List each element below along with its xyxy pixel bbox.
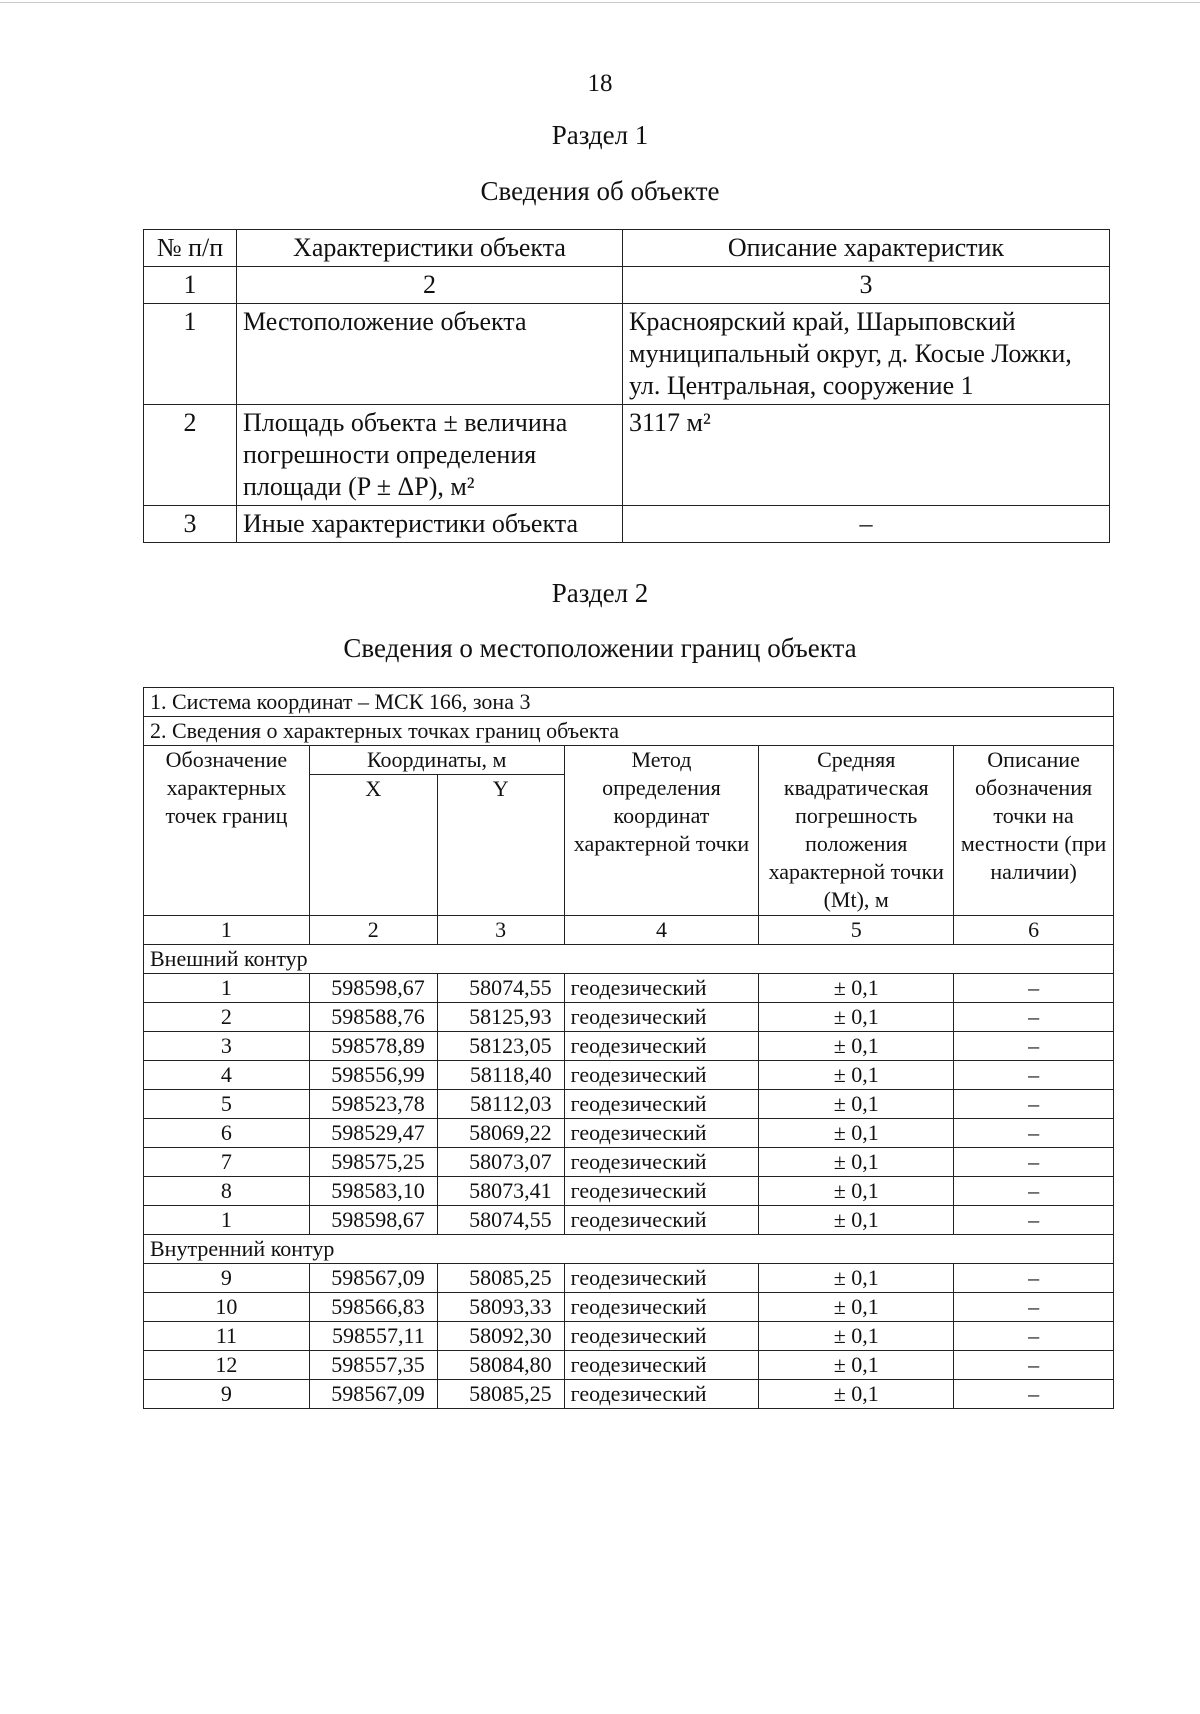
point-label: 1 (144, 1206, 310, 1235)
boundary-points-table (143, 687, 1114, 1409)
method: геодезический (564, 1119, 759, 1148)
table-row (144, 1119, 1114, 1148)
method: геодезический (564, 1264, 759, 1293)
outer-contour-rows (144, 974, 1114, 1235)
point-label: 3 (144, 1032, 310, 1061)
method: геодезический (564, 1090, 759, 1119)
row-number: 2 (144, 405, 237, 506)
top-rule (0, 2, 1200, 3)
table-row (144, 1090, 1114, 1119)
header-description: Описание обозначения точки на местности (при наличии) (954, 746, 1114, 916)
column-number: 4 (564, 916, 759, 945)
header-error: Средняя квадратическая погрешность положения характерной точки (Mt), м (759, 746, 954, 916)
error-value: ± 0,1 (759, 1032, 954, 1061)
page-number: 18 (587, 70, 613, 97)
column-number: 1 (144, 267, 237, 304)
header-coordinates: Координаты, м (309, 746, 564, 775)
point-description: – (954, 1322, 1114, 1351)
column-number: 3 (437, 916, 564, 945)
point-label: 6 (144, 1119, 310, 1148)
error-value: ± 0,1 (759, 1264, 954, 1293)
row-value: 3117 м² (623, 405, 1110, 506)
inner-contour-rows (144, 1264, 1114, 1409)
x-coordinate: 598557,35 (309, 1351, 437, 1380)
coordinate-system-row: 1. Система координат – МСК 166, зона 3 (144, 688, 1114, 717)
y-coordinate: 58084,80 (437, 1351, 564, 1380)
y-coordinate: 58123,05 (437, 1032, 564, 1061)
method: геодезический (564, 1322, 759, 1351)
x-coordinate: 598566,83 (309, 1293, 437, 1322)
table-row (144, 1380, 1114, 1409)
table-row (144, 1032, 1114, 1061)
error-value: ± 0,1 (759, 974, 954, 1003)
point-label: 1 (144, 974, 310, 1003)
x-coordinate: 598523,78 (309, 1090, 437, 1119)
method: геодезический (564, 1148, 759, 1177)
x-coordinate: 598578,89 (309, 1032, 437, 1061)
column-number: 2 (309, 916, 437, 945)
method: геодезический (564, 1061, 759, 1090)
point-description: – (954, 1148, 1114, 1177)
x-coordinate: 598598,67 (309, 974, 437, 1003)
table-row (144, 1322, 1114, 1351)
table-row (144, 1293, 1114, 1322)
point-label: 9 (144, 1264, 310, 1293)
x-coordinate: 598598,67 (309, 1206, 437, 1235)
method: геодезический (564, 1206, 759, 1235)
outer-contour-label: Внешний контур (144, 945, 1114, 974)
point-description: – (954, 974, 1114, 1003)
column-number: 6 (954, 916, 1114, 945)
column-number: 3 (623, 267, 1110, 304)
method: геодезический (564, 1380, 759, 1409)
column-number: 5 (759, 916, 954, 945)
y-coordinate: 58112,03 (437, 1090, 564, 1119)
x-coordinate: 598588,76 (309, 1003, 437, 1032)
table-row (144, 974, 1114, 1003)
method: геодезический (564, 1032, 759, 1061)
y-coordinate: 58069,22 (437, 1119, 564, 1148)
table-header-row (144, 746, 1114, 775)
row-value: – (623, 506, 1110, 543)
y-coordinate: 58092,30 (437, 1322, 564, 1351)
y-coordinate: 58073,41 (437, 1177, 564, 1206)
y-coordinate: 58118,40 (437, 1061, 564, 1090)
x-coordinate: 598583,10 (309, 1177, 437, 1206)
point-label: 7 (144, 1148, 310, 1177)
point-label: 2 (144, 1003, 310, 1032)
header-y: Y (437, 775, 564, 916)
point-description: – (954, 1061, 1114, 1090)
point-description: – (954, 1032, 1114, 1061)
point-description: – (954, 1293, 1114, 1322)
point-description: – (954, 1177, 1114, 1206)
header-designation: Обозначение характерных точек границ (144, 746, 310, 916)
method: геодезический (564, 974, 759, 1003)
point-label: 8 (144, 1177, 310, 1206)
error-value: ± 0,1 (759, 1177, 954, 1206)
table-row (144, 1003, 1114, 1032)
y-coordinate: 58074,55 (437, 1206, 564, 1235)
column-numbers-row (144, 267, 1110, 304)
header-characteristic: Характеристики объекта (237, 230, 623, 267)
method: геодезический (564, 1293, 759, 1322)
section2-heading: Раздел 2 (551, 578, 649, 608)
point-description: – (954, 1380, 1114, 1409)
section1-heading: Раздел 1 (551, 120, 649, 150)
method: геодезический (564, 1177, 759, 1206)
table-row (144, 1206, 1114, 1235)
point-description: – (954, 1351, 1114, 1380)
table-row (144, 1148, 1114, 1177)
x-coordinate: 598575,25 (309, 1148, 437, 1177)
y-coordinate: 58093,33 (437, 1293, 564, 1322)
y-coordinate: 58085,25 (437, 1264, 564, 1293)
header-method: Метод определения координат характерной точки (564, 746, 759, 916)
point-label: 12 (144, 1351, 310, 1380)
x-coordinate: 598557,11 (309, 1322, 437, 1351)
error-value: ± 0,1 (759, 1003, 954, 1032)
error-value: ± 0,1 (759, 1322, 954, 1351)
point-description: – (954, 1003, 1114, 1032)
x-coordinate: 598567,09 (309, 1380, 437, 1409)
method: геодезический (564, 1351, 759, 1380)
y-coordinate: 58074,55 (437, 974, 564, 1003)
column-numbers-row (144, 916, 1114, 945)
point-label: 4 (144, 1061, 310, 1090)
row-characteristic: Площадь объекта ± величина погрешности определения площади (P ± ΔP), м² (237, 405, 623, 506)
point-description: – (954, 1206, 1114, 1235)
header-x: X (309, 775, 437, 916)
error-value: ± 0,1 (759, 1090, 954, 1119)
table-header-row (144, 230, 1110, 267)
section2-subheading: Сведения о местоположении границ объекта (343, 633, 857, 663)
points-info-row: 2. Сведения о характерных точках границ объекта (144, 717, 1114, 746)
point-label: 10 (144, 1293, 310, 1322)
table-row (144, 1351, 1114, 1380)
table-row (144, 1264, 1114, 1293)
error-value: ± 0,1 (759, 1148, 954, 1177)
row-number: 1 (144, 304, 237, 405)
x-coordinate: 598567,09 (309, 1264, 437, 1293)
point-label: 9 (144, 1380, 310, 1409)
table-row (144, 405, 1110, 506)
row-characteristic: Местоположение объекта (237, 304, 623, 405)
y-coordinate: 58085,25 (437, 1380, 564, 1409)
column-number: 2 (237, 267, 623, 304)
object-info-table (143, 229, 1110, 543)
error-value: ± 0,1 (759, 1206, 954, 1235)
point-description: – (954, 1090, 1114, 1119)
error-value: ± 0,1 (759, 1380, 954, 1409)
section1-subheading: Сведения об объекте (480, 176, 720, 206)
row-number: 3 (144, 506, 237, 543)
table-row (144, 304, 1110, 405)
table-row (144, 506, 1110, 543)
error-value: ± 0,1 (759, 1119, 954, 1148)
inner-contour-label: Внутренний контур (144, 1235, 1114, 1264)
table-row (144, 1061, 1114, 1090)
row-characteristic: Иные характеристики объекта (237, 506, 623, 543)
header-number: № п/п (144, 230, 237, 267)
error-value: ± 0,1 (759, 1061, 954, 1090)
x-coordinate: 598529,47 (309, 1119, 437, 1148)
error-value: ± 0,1 (759, 1351, 954, 1380)
column-number: 1 (144, 916, 310, 945)
point-label: 5 (144, 1090, 310, 1119)
y-coordinate: 58125,93 (437, 1003, 564, 1032)
row-value: Красноярский край, Шарыповский муниципальный округ, д. Косые Ложки, ул. Центральная, сооружение 1 (623, 304, 1110, 405)
method: геодезический (564, 1003, 759, 1032)
point-description: – (954, 1119, 1114, 1148)
table-row (144, 1177, 1114, 1206)
error-value: ± 0,1 (759, 1293, 954, 1322)
header-description: Описание характеристик (623, 230, 1110, 267)
y-coordinate: 58073,07 (437, 1148, 564, 1177)
point-description: – (954, 1264, 1114, 1293)
x-coordinate: 598556,99 (309, 1061, 437, 1090)
point-label: 11 (144, 1322, 310, 1351)
